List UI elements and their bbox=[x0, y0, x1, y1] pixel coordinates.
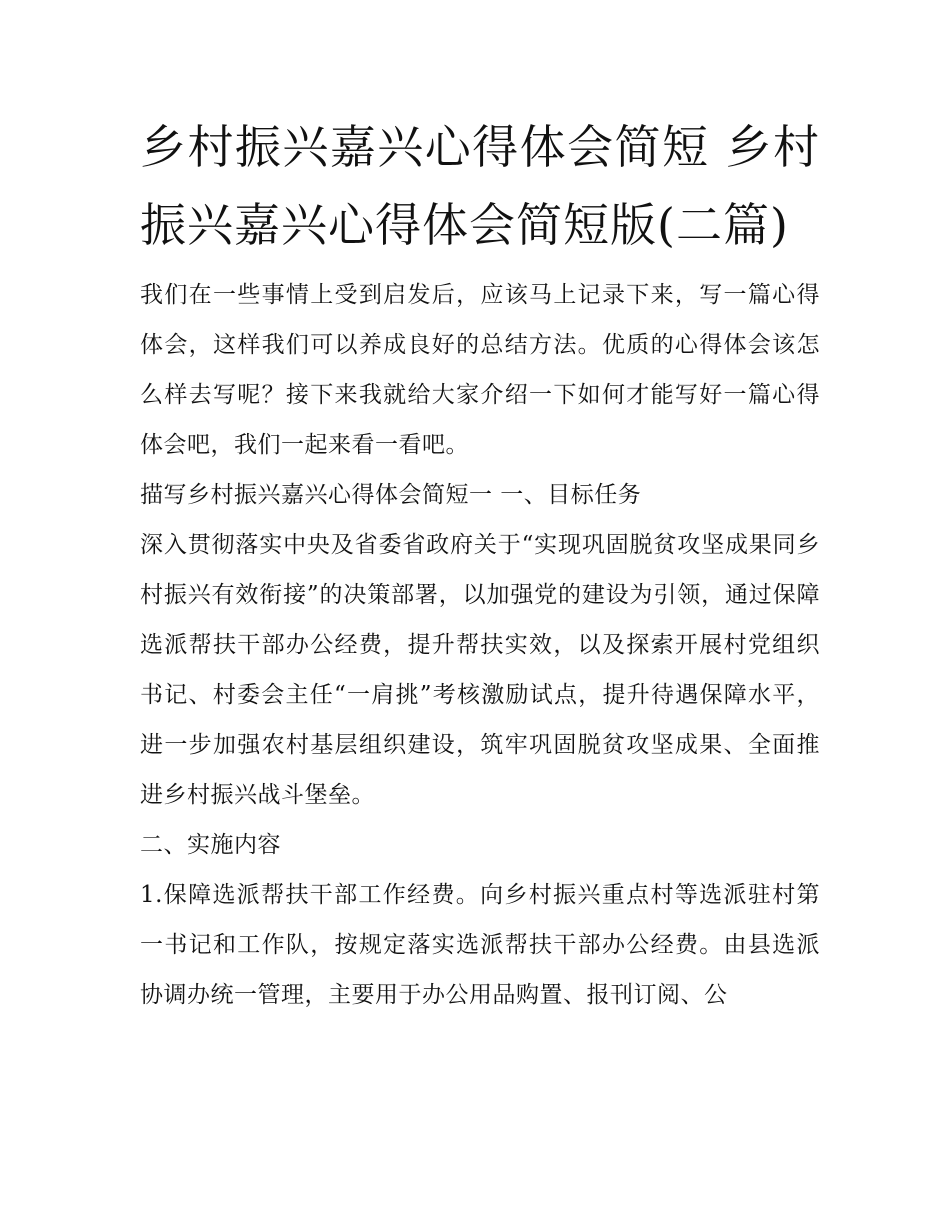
section-1-heading: 描写乡村振兴嘉兴心得体会简短一 一、目标任务 bbox=[140, 482, 642, 508]
document-page bbox=[140, 108, 820, 1020]
document-title: 乡村振兴嘉兴心得体会简短 乡村振兴嘉兴心得体会简短版(二篇) bbox=[140, 120, 820, 252]
section-2-item-1: 1.保障选派帮扶干部工作经费。向乡村振兴重点村等选派驻村第一书记和工作队，按规定落实选派帮扶干部办公经费。由县选派协调办统一管理，主要用于办公用品购置、报刊订阅、公 bbox=[140, 882, 820, 1008]
section-2-heading: 二、实施内容 bbox=[140, 832, 281, 858]
section-1-paragraph: 深入贯彻落实中央及省委省政府关于“实现巩固脱贫攻坚成果同乡村振兴有效衔接”的决策部署，以加强党的建设为引领，通过保障选派帮扶干部办公经费，提升帮扶实效，以及探索开展村党组织书记、村委会主任“一肩挑”考核激励试点，提升待遇保障水平，进一步加强农村基层组织建设，筑牢巩固脱贫攻坚成果、全面推进乡村振兴战斗堡垒。 bbox=[140, 532, 820, 808]
intro-paragraph: 我们在一些事情上受到启发后，应该马上记录下来，写一篇心得体会，这样我们可以养成良好的总结方法。优质的心得体会该怎么样去写呢？接下来我就给大家介绍一下如何才能写好一篇心得体会吧，我们一起来看一看吧。 bbox=[140, 282, 820, 458]
